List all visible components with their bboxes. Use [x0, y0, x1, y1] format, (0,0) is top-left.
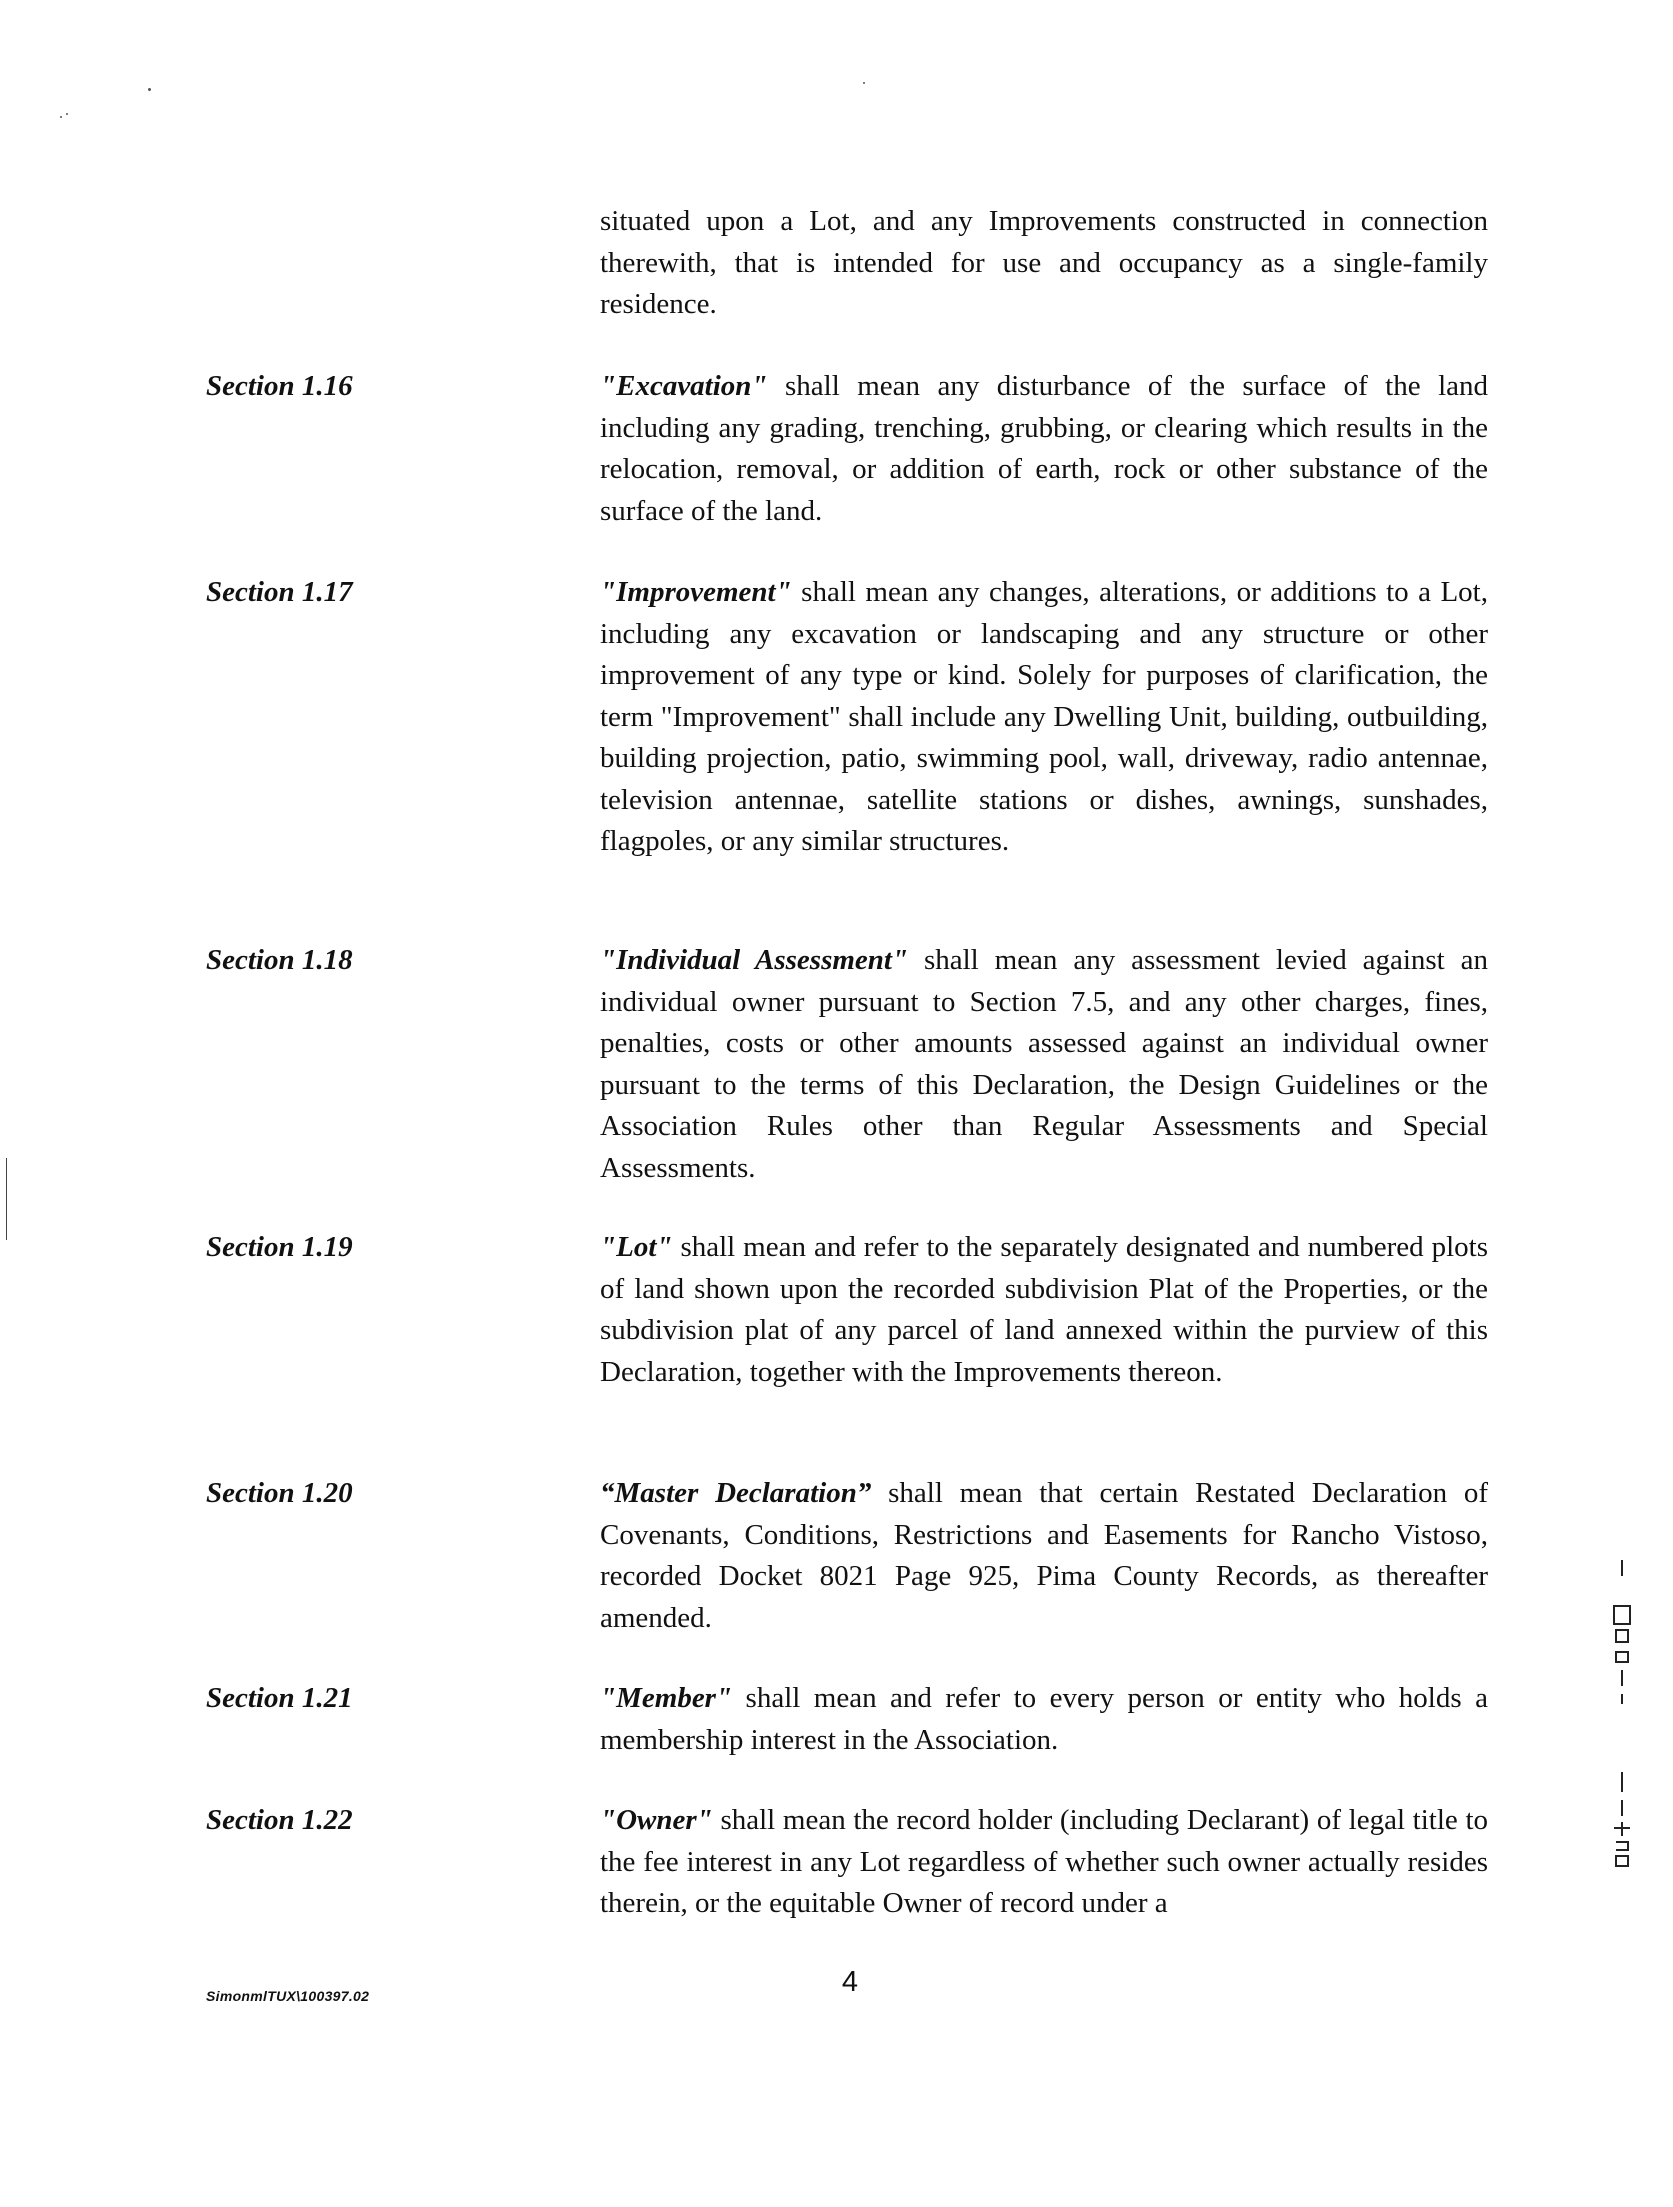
- defined-term: “Master Declaration”: [600, 1477, 872, 1509]
- section-body: [600, 1800, 1488, 1925]
- scan-edge-line: [6, 1158, 7, 1240]
- continuation-paragraph: situated upon a Lot, and any Improvements constructed in connection therewith, that is intended for use and occupancy as a single-family residence.: [600, 205, 1488, 320]
- scan-speck: [66, 113, 68, 115]
- section-label: Section 1.22: [206, 1804, 353, 1836]
- scan-speck: [148, 88, 151, 91]
- section-body: [600, 572, 1488, 863]
- section-label: Section 1.19: [206, 1231, 353, 1263]
- defined-term: "Lot": [600, 1231, 673, 1263]
- section-body: [600, 1227, 1488, 1393]
- definition-text: shall mean any assessment levied against an individual owner pursuant to Section 7.5, and any other charges, fines, penalties, costs or other amounts assessed against an individual owner pursuant to the terms of this Declaration, the Design Guidelines or the Association Rules other than Regular Assessments and Special Assessments.: [600, 944, 1488, 1184]
- file-code: SimonmlTUX\100397.02: [206, 1988, 370, 2004]
- definition-text: shall mean any disturbance of the surface of the land including any grading, trenching, grubbing, or clearing which results in the relocation, removal, or addition of earth, rock or other substance of the surface of the land.: [600, 370, 1488, 527]
- definition-text: shall mean any changes, alterations, or additions to a Lot, including any excavation or landscaping and any structure or other improvement of any type or kind. Solely for purposes of clarification, the term "Improvement" shall include any Dwelling Unit, building, outbuilding, building projection, patio, swimming pool, wall, driveway, radio antennae, television antennae, satellite stations or dishes, awnings, sunshades, flagpoles, or any similar structures.: [600, 576, 1488, 857]
- defined-term: "Individual Assessment": [600, 944, 909, 976]
- definition-text: shall mean that certain Restated Declaration of Covenants, Conditions, Restrictions and Easements for Rancho Vistoso, recorded Docket 8021 Page 925, Pima County Records, as thereafter amended.: [600, 1477, 1489, 1634]
- defined-term: "Owner": [600, 1804, 713, 1836]
- section-label: Section 1.16: [206, 370, 353, 402]
- section-label: Section 1.17: [206, 576, 353, 608]
- defined-term: "Improvement": [600, 576, 792, 608]
- section-body: [600, 940, 1488, 1189]
- section-body: [600, 366, 1488, 532]
- recording-stamp-graphic: [1608, 1560, 1638, 1920]
- definition-text: shall mean and refer to every person or entity who holds a membership interest in the Association.: [600, 1682, 1488, 1756]
- section-label: Section 1.21: [206, 1682, 353, 1714]
- definition-text: shall mean the record holder (including Declarant) of legal title to the fee interest in any Lot regardless of whether such owner actually resides therein, or the equitable Owner of record under a: [600, 1804, 1488, 1919]
- scan-speck: [60, 116, 62, 118]
- defined-term: "Excavation": [600, 370, 768, 402]
- section-body: [600, 1678, 1488, 1761]
- section-label: Section 1.20: [206, 1477, 353, 1509]
- section-body: [600, 1473, 1488, 1639]
- definition-text: shall mean and refer to the separately designated and numbered plots of land shown upon the recorded subdivision Plat of the Properties, or the subdivision plat of any parcel of land annexed within the purview of this Declaration, together with the Improvements thereon.: [600, 1231, 1488, 1388]
- defined-term: "Member": [600, 1682, 733, 1714]
- section-label: Section 1.18: [206, 944, 353, 976]
- scan-speck: [863, 82, 865, 84]
- page-number: 4: [841, 1966, 859, 1998]
